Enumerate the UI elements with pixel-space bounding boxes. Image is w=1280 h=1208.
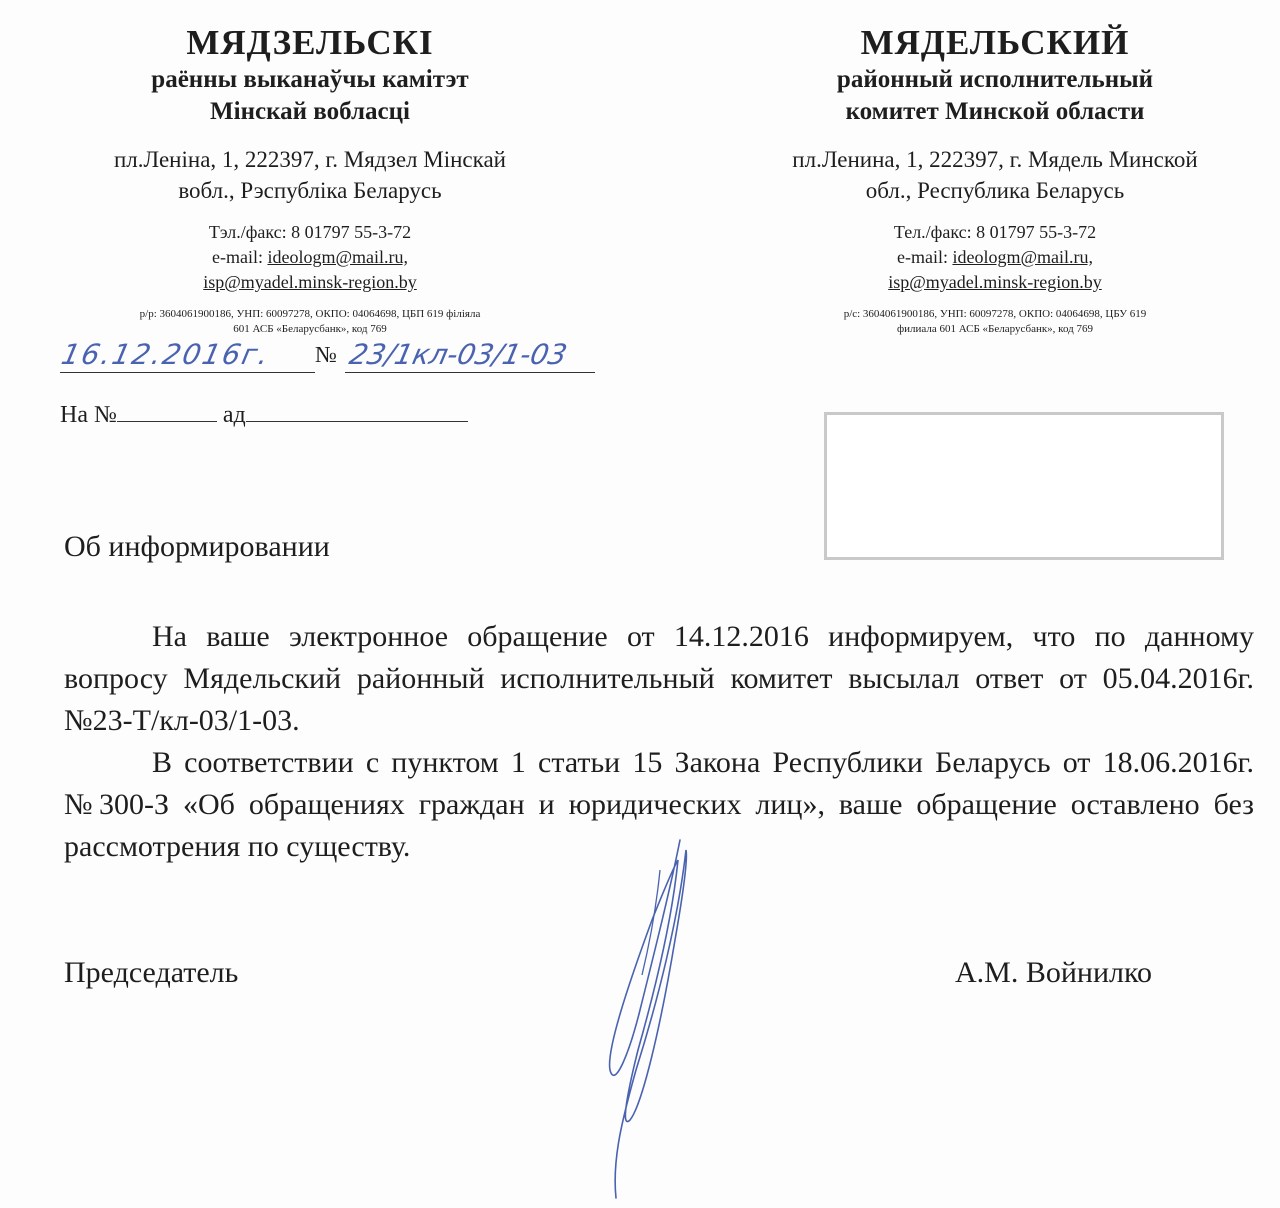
handwritten-signature-icon bbox=[560, 800, 720, 1200]
outgoing-number-line bbox=[345, 372, 595, 373]
contacts-by bbox=[30, 220, 590, 295]
body-paragraph-2: В соответствии с пунктом 1 статьи 15 Закона Республики Беларусь от 18.06.2016г. №300-З «Об обращениях граждан и юридических лиц», ваше обращение оставлено без рассмотрения по существу. bbox=[64, 746, 1254, 863]
email-label-ru: e-mail: bbox=[896, 247, 953, 267]
org-name-ru: МЯДЕЛЬСКИЙ bbox=[860, 23, 1130, 62]
address-line1-by: пл.Леніна, 1, 222397, г. Мядзел Мінскай bbox=[114, 147, 506, 172]
org-sub2-ru: комитет Минской области bbox=[845, 98, 1145, 125]
email-link-2-by[interactable]: isp@myadel.minsk-region.by bbox=[203, 272, 417, 292]
letterhead-belarusian bbox=[30, 22, 590, 337]
phone-by: Тэл./факс: 8 01797 55-3-72 bbox=[208, 222, 412, 242]
address-line2-ru: обл., Республика Беларусь bbox=[865, 178, 1125, 203]
email-line-by bbox=[30, 245, 590, 270]
outgoing-reference bbox=[60, 338, 660, 378]
incoming-number-label: На № bbox=[60, 402, 117, 428]
outgoing-number-label: № bbox=[315, 342, 337, 367]
phone-ru: Тел./факс: 8 01797 55-3-72 bbox=[893, 222, 1097, 242]
bank-details-by bbox=[30, 307, 590, 337]
outgoing-date-line bbox=[60, 372, 315, 373]
body-paragraph-1: На ваше электронное обращение от 14.12.2016 информируем, что по данному вопросу Мядельский районный исполнительный комитет высылал ответ от 05.04.2016г. №23-Т/кл-03/1-03. bbox=[64, 620, 1254, 737]
recipient-address-box bbox=[824, 412, 1224, 560]
org-sub1-ru: районный исполнительный bbox=[836, 66, 1154, 93]
bank-line2-by: 601 АСБ «Беларусбанк», код 769 bbox=[233, 323, 387, 335]
outgoing-date: 16.12.2016г. bbox=[58, 338, 274, 371]
email-link-1-by[interactable]: ideologm@mail.ru, bbox=[267, 247, 409, 267]
incoming-date-blank bbox=[246, 403, 468, 422]
letter-subject: Об информировании bbox=[64, 530, 330, 563]
incoming-number-blank bbox=[117, 403, 217, 422]
email-label-by: e-mail: bbox=[211, 247, 268, 267]
bank-line2-ru: филиала 601 АСБ «Беларусбанк», код 769 bbox=[896, 323, 1093, 335]
email-link-1-ru[interactable]: ideologm@mail.ru, bbox=[952, 247, 1094, 267]
bank-details-ru bbox=[730, 307, 1260, 337]
outgoing-number: 23/1кл-03/1-03 bbox=[346, 338, 570, 371]
org-sub2-by: Мінскай вобласці bbox=[210, 98, 410, 125]
address-line2-by: вобл., Рэспубліка Беларусь bbox=[178, 178, 442, 203]
address-by bbox=[30, 144, 590, 206]
letterhead-russian bbox=[730, 22, 1260, 337]
address-line1-ru: пл.Ленина, 1, 222397, г. Мядель Минской bbox=[792, 147, 1198, 172]
address-ru bbox=[730, 144, 1260, 206]
email-link-2-ru[interactable]: isp@myadel.minsk-region.by bbox=[888, 272, 1102, 292]
signatory-title: Председатель bbox=[64, 956, 239, 989]
incoming-from-label: ад bbox=[222, 402, 246, 428]
incoming-reference bbox=[60, 402, 468, 429]
contacts-ru bbox=[730, 220, 1260, 295]
signatory-name: А.М. Войнилко bbox=[955, 956, 1153, 989]
org-sub1-by: раённы выканаўчы камітэт bbox=[151, 66, 469, 93]
org-name-by: МЯДЗЕЛЬСКІ bbox=[186, 23, 434, 62]
bank-line1-by: р/р: 3604061900186, УНП: 60097278, ОКПО: 04064698, ЦБП 619 філіяла bbox=[139, 308, 481, 320]
bank-line1-ru: р/с: 3604061900186, УНП: 60097278, ОКПО: 04064698, ЦБУ 619 bbox=[843, 308, 1147, 320]
email-line-ru bbox=[730, 245, 1260, 270]
